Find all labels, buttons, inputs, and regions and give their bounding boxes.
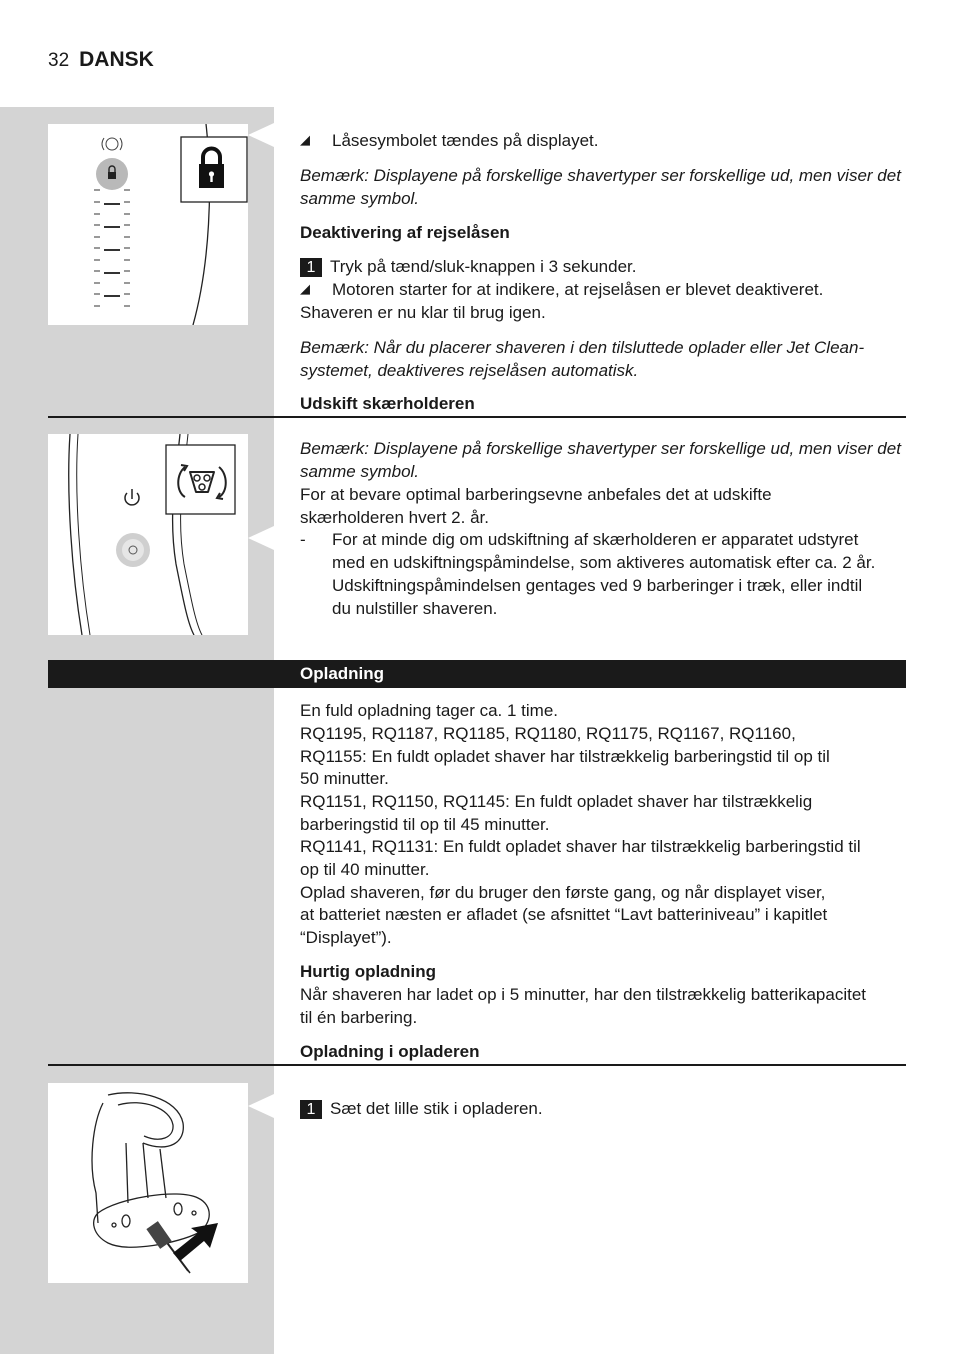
charging-line: RQ1155: En fuldt opladet shaver har tilstrækkelig barberingstid til op til — [300, 747, 830, 766]
heading-charge-in-charger: Opladning i opladeren — [300, 1042, 480, 1061]
charging-line: op til 40 minutter. — [300, 860, 430, 879]
page-language-title: DANSK — [79, 48, 154, 71]
power-icon — [125, 489, 139, 505]
arrow-icon — [173, 1223, 218, 1261]
charging-line: RQ1195, RQ1187, RQ1185, RQ1180, RQ1175, RQ1167, RQ1160, — [300, 724, 796, 743]
step-number: 1 — [300, 258, 322, 277]
figure-lock-display — [48, 124, 248, 325]
bullet-lock-lit: Låsesymbolet tændes på displayet. — [332, 131, 599, 150]
step-number: 1 — [300, 1100, 322, 1119]
charging-line: RQ1151, RQ1150, RQ1145: En fuldt opladet shaver har tilstrækkelig — [300, 792, 813, 811]
charging-line: Oplad shaveren, før du bruger den første gang, og når displayet viser, — [300, 883, 826, 902]
note-displays-line1: Bemærk: Displayene på forskellige shavertyper ser forskellige ud, men viser det — [300, 166, 901, 185]
charging-line: at batteriet næsten er afladet (se afsnittet “Lavt batteriniveau” i kapitlet — [300, 905, 828, 924]
figure-replace-reminder — [48, 434, 248, 635]
charging-line: RQ1141, RQ1131: En fuldt opladet shaver har tilstrækkelig barberingstid til — [300, 837, 861, 856]
note-charger-line1: Bemærk: Når du placerer shaveren i den tilsluttede oplader eller Jet Clean- — [300, 338, 865, 357]
note-displays-line1: Bemærk: Displayene på forskellige shavertyper ser forskellige ud, men viser det — [300, 439, 901, 458]
bullet-triangle-icon: ◢ — [300, 281, 310, 296]
section-divider — [48, 416, 906, 418]
lock-icon — [181, 137, 247, 202]
heading-replace-cutting-unit: Udskift skærholderen — [300, 394, 475, 413]
charging-line: En fuld opladning tager ca. 1 time. — [300, 701, 558, 720]
ready-text: Shaveren er nu klar til brug igen. — [300, 303, 546, 322]
note-displays-line2: samme symbol. — [300, 189, 420, 208]
figure-pointer — [248, 123, 274, 147]
heading-quick-charge: Hurtig opladning — [300, 962, 436, 981]
step-text: Sæt det lille stik i opladeren. — [330, 1099, 543, 1118]
note-charger-line2: systemet, deaktiveres rejselåsen automatisk. — [300, 361, 639, 380]
section-divider — [48, 1064, 906, 1066]
dash-item-line1: For at minde dig om udskiftning af skærholderen er apparatet udstyret — [332, 530, 859, 549]
charger-illustration — [48, 1083, 248, 1283]
dash-item-line4: du nulstiller shaveren. — [332, 599, 498, 618]
figure-pointer — [248, 526, 274, 550]
paragraph-line1: For at bevare optimal barberingsevne anbefales det at udskifte — [300, 485, 772, 504]
step-1-insert-plug — [300, 1097, 543, 1120]
dash-item-line2: med en udskiftningspåmindelse, som aktiveres automatisk efter ca. 2 år. — [332, 553, 876, 572]
figure-pointer — [248, 1094, 274, 1118]
cutting-unit-small-icon — [116, 533, 150, 567]
shaver-replace-illustration — [48, 434, 248, 635]
page-header — [48, 48, 154, 72]
bullet-triangle-icon: ◢ — [300, 132, 310, 147]
cutting-unit-replace-icon — [166, 445, 235, 514]
dash-marker: - — [300, 530, 306, 549]
section-title: Opladning — [300, 664, 385, 683]
step-text: Tryk på tænd/sluk-knappen i 3 sekunder. — [330, 257, 637, 276]
quick-charge-line1: Når shaveren har ladet op i 5 minutter, har den tilstrækkelig batterikapacitet — [300, 985, 867, 1004]
paragraph-line2: skærholderen hvert 2. år. — [300, 508, 489, 527]
bullet-motor-starts: Motoren starter for at indikere, at rejselåsen er blevet deaktiveret. — [332, 280, 824, 299]
note-displays-line2: samme symbol. — [300, 462, 420, 481]
charging-line: barberingstid til op til 45 minutter. — [300, 815, 550, 834]
section-title-bar — [48, 660, 906, 688]
charging-line: “Displayet”). — [300, 928, 392, 947]
shaver-display-illustration — [48, 124, 248, 325]
heading-deactivate-lock: Deaktivering af rejselåsen — [300, 223, 510, 242]
step-1-press-button — [300, 255, 636, 278]
travel-lock-small-icon — [102, 138, 122, 150]
charging-line: 50 minutter. — [300, 769, 389, 788]
lock-circle-icon — [96, 158, 128, 190]
figure-charger — [48, 1083, 248, 1283]
dash-item-line3: Udskiftningspåmindelsen gentages ved 9 barberinger i træk, eller indtil — [332, 576, 863, 595]
quick-charge-line2: til én barbering. — [300, 1008, 418, 1027]
page-number: 32 — [48, 50, 70, 71]
